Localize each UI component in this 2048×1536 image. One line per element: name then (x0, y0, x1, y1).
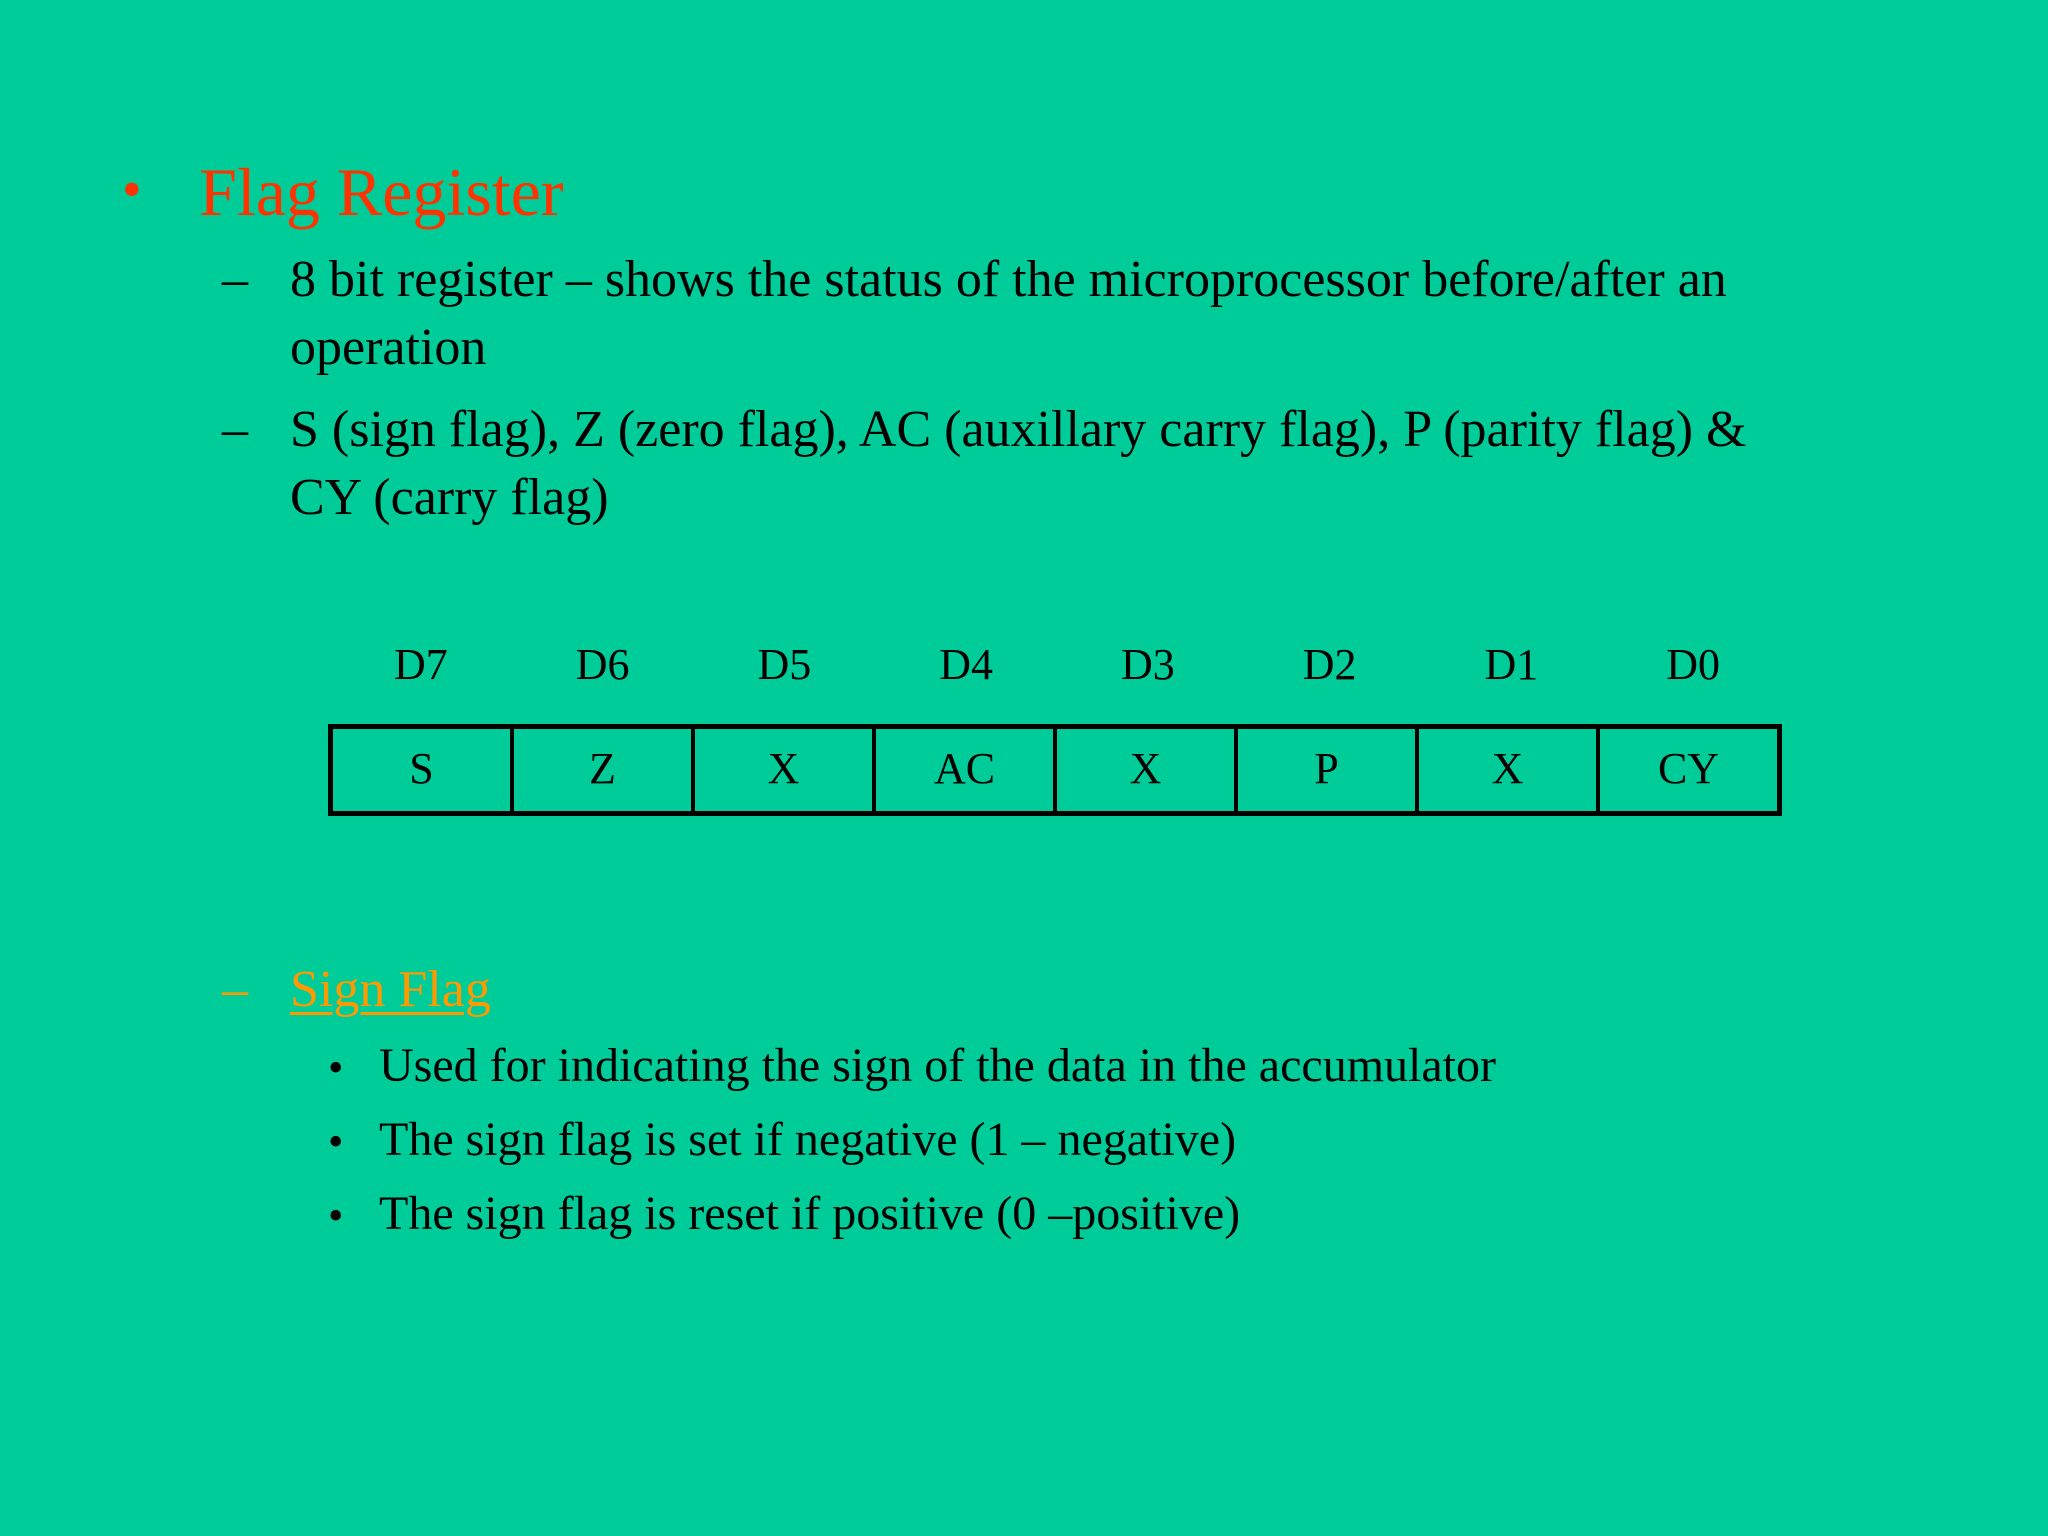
sign-item-1-bullet: • (328, 1043, 344, 1092)
title-bullet: • (122, 159, 142, 221)
point-1-marker: – (222, 251, 248, 308)
register-cell: Z (514, 729, 695, 811)
register-cell: X (1057, 729, 1238, 811)
sign-item-2-bullet: • (328, 1117, 344, 1166)
register-bit-labels (330, 630, 1784, 700)
point-1-line-1: 8 bit register – shows the status of the microprocessor before/after an (290, 251, 1727, 308)
point-2-line-2: CY (carry flag) (290, 469, 609, 526)
bit-label: D2 (1302, 640, 1357, 689)
slide-title: Flag Register (199, 154, 564, 230)
bit-label: D6 (575, 640, 630, 689)
register-cell: S (333, 729, 514, 811)
bit-label: D1 (1484, 640, 1539, 689)
bit-label: D5 (757, 640, 812, 689)
bit-label: D4 (939, 640, 994, 689)
bit-label: D7 (393, 640, 448, 689)
register-cell: P (1238, 729, 1419, 811)
register-cell: X (1419, 729, 1600, 811)
bit-label: D3 (1120, 640, 1175, 689)
bit-label: D0 (1666, 640, 1721, 689)
point-1-line-2: operation (290, 319, 487, 376)
register-cell: X (695, 729, 876, 811)
sign-item-3-text: The sign flag is reset if positive (0 –positive) (379, 1187, 1241, 1240)
flag-register-table (328, 724, 1782, 816)
sign-flag-marker: – (222, 961, 248, 1018)
sign-item-2-text: The sign flag is set if negative (1 – negative) (379, 1113, 1237, 1166)
sign-item-1-text: Used for indicating the sign of the data in the accumulator (379, 1039, 1496, 1092)
sign-flag-link[interactable]: Sign Flag (290, 961, 491, 1018)
register-cell: CY (1657, 744, 1720, 793)
register-cell: AC (876, 729, 1057, 811)
point-2-marker: – (222, 401, 248, 458)
sign-item-3-bullet: • (328, 1191, 344, 1240)
point-2-line-1: S (sign flag), Z (zero flag), AC (auxillary carry flag), P (parity flag) & (290, 401, 1747, 458)
